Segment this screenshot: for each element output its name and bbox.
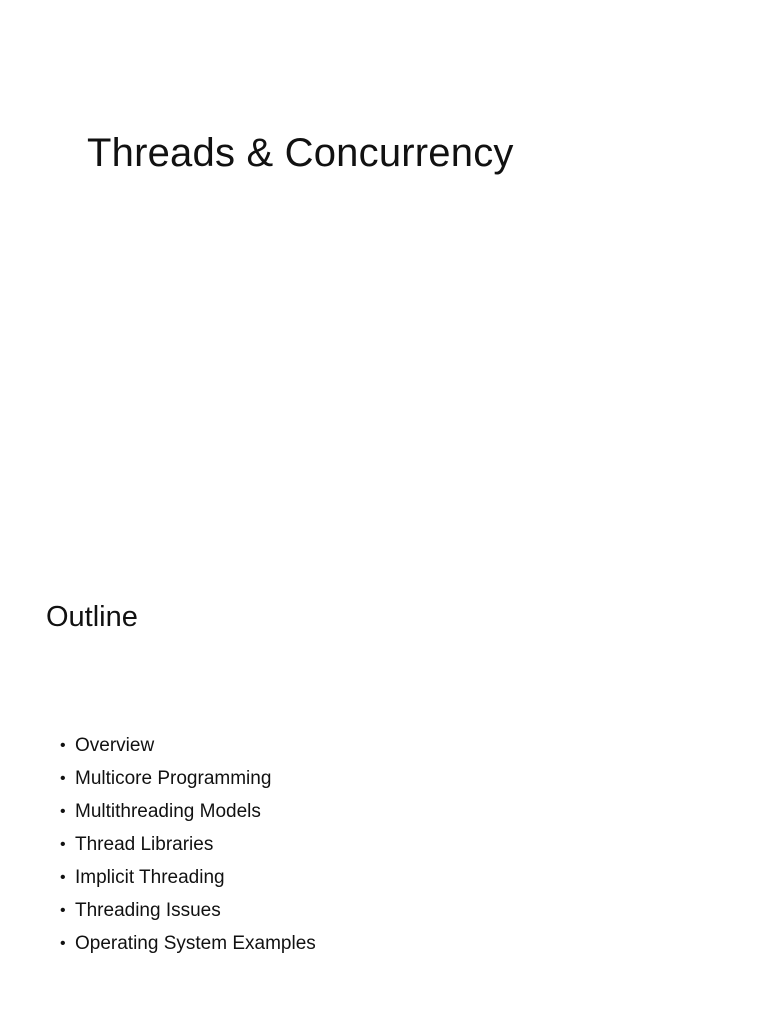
list-item bbox=[60, 927, 316, 960]
outline-list bbox=[60, 729, 316, 960]
bullet-icon: • bbox=[60, 802, 66, 820]
bullet-icon: • bbox=[60, 736, 66, 754]
slide-title: Threads & Concurrency bbox=[87, 131, 514, 175]
list-item-label: Thread Libraries bbox=[75, 833, 214, 855]
list-item bbox=[60, 828, 316, 861]
list-item-label: Multithreading Models bbox=[75, 800, 261, 822]
outline-heading: Outline bbox=[46, 601, 138, 633]
bullet-icon: • bbox=[60, 934, 66, 952]
list-item-label: Threading Issues bbox=[75, 899, 221, 921]
list-item-label: Operating System Examples bbox=[75, 932, 316, 954]
list-item-label: Multicore Programming bbox=[75, 767, 272, 789]
bullet-icon: • bbox=[60, 901, 66, 919]
list-item bbox=[60, 861, 316, 894]
list-item bbox=[60, 729, 316, 762]
bullet-icon: • bbox=[60, 835, 66, 853]
bullet-icon: • bbox=[60, 769, 66, 787]
list-item bbox=[60, 795, 316, 828]
bullet-icon: • bbox=[60, 868, 66, 886]
list-item bbox=[60, 894, 316, 927]
list-item-label: Implicit Threading bbox=[75, 866, 225, 888]
list-item-label: Overview bbox=[75, 734, 155, 756]
list-item bbox=[60, 762, 316, 795]
